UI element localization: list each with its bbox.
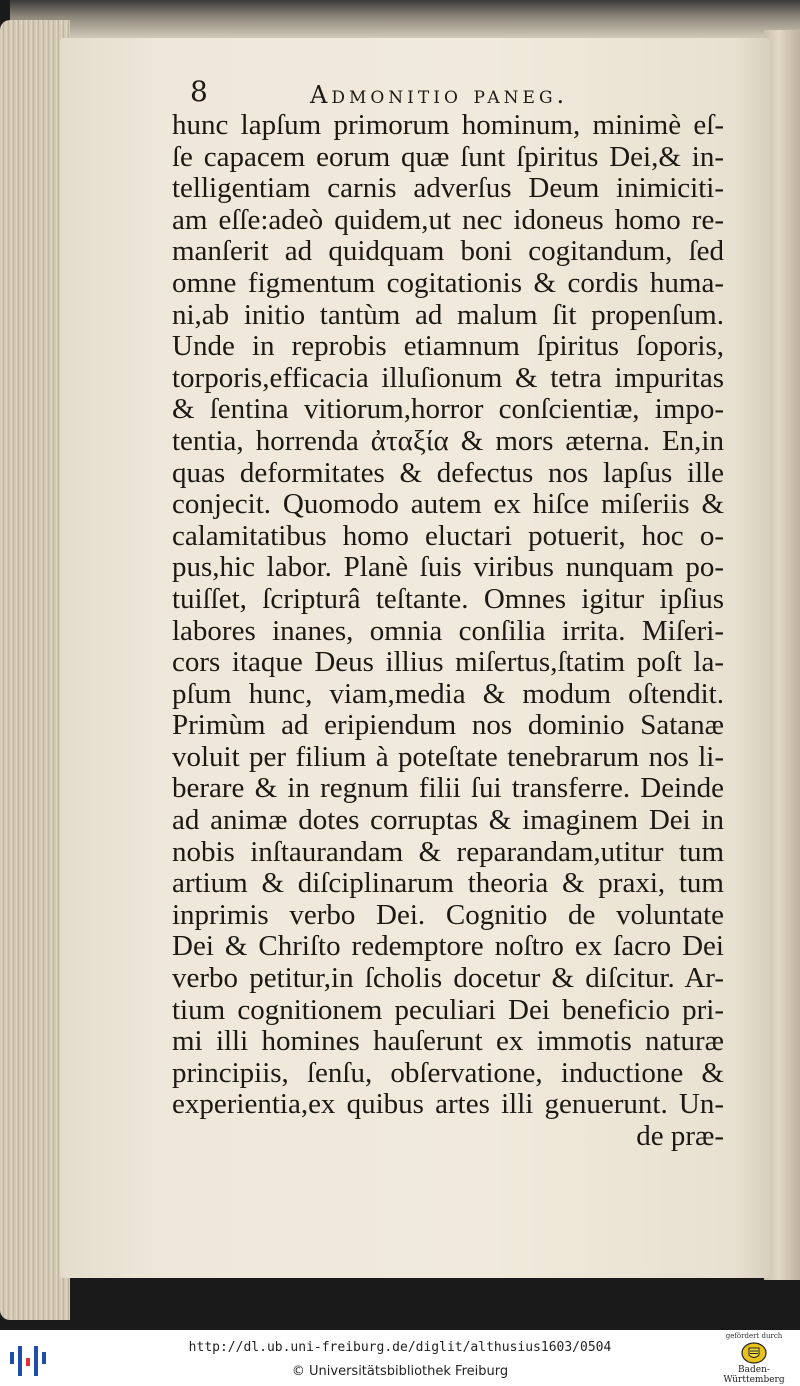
- text-line: Dei & Chriſto redemptore noſtro ex ſacro Dei: [172, 930, 724, 963]
- text-line: artium & diſciplinarum theoria & praxi, tum: [172, 867, 724, 900]
- text-line: tuiſſet, ſcripturâ teſtante. Omnes igitur ipſius: [172, 582, 724, 615]
- text-line: ſe capacem eorum quæ ſunt ſpiritus Dei,& in-: [172, 140, 724, 173]
- text-line: tium cognitionem peculiari Dei beneficio pri-: [172, 993, 724, 1026]
- text-line: mi illi homines hauſerunt ex immotis naturæ: [172, 1025, 724, 1058]
- text-line: am eſſe:adeò quidem,ut nec idoneus homo re-: [172, 203, 724, 236]
- text-line: Unde in reprobis etiamnum ſpiritus ſoporis,: [172, 330, 724, 363]
- state-seal-icon: [740, 1342, 768, 1364]
- text-line: ad animæ dotes corruptas & imaginem Dei in: [172, 804, 724, 837]
- text-line: hunc lapſum primorum hominum, minimè eſ-: [172, 109, 724, 141]
- text-line: cors itaque Deus illius miſertus,ſtatim poſt la-: [172, 646, 724, 679]
- text-line: torporis,efficacia illuſionum & tetra impuritas: [172, 361, 724, 394]
- funder-badge: [714, 1332, 794, 1386]
- text-line: labores inanes, omnia conſilia irrita. Miſeri-: [172, 614, 724, 647]
- running-title: Admonitio paneg.: [310, 81, 569, 109]
- page-number: 8: [190, 75, 208, 108]
- text-line: telligentiam carnis adverſus Deum inimiciti-: [172, 172, 724, 205]
- text-line: pſum hunc, viam,media & modum oſtendit.: [172, 677, 724, 710]
- text-line: manſerit ad quidquam boni cogitandum, ſed: [172, 235, 724, 268]
- text-line: principiis, ſenſu, obſervatione, inductione &: [172, 1056, 724, 1089]
- text-line: omne figmentum cogitationis & cordis huma-: [172, 266, 724, 299]
- text-line: ni,ab initio tantùm ad malum ſit propenſum.: [172, 298, 724, 331]
- text-line: nobis inſtaurandam & reparandam,utitur tum: [172, 835, 724, 868]
- copyright-notice: © Universitätsbibliothek Freiburg: [291, 1364, 509, 1379]
- text-line: experientia,ex quibus artes illi genuerunt. Un-: [172, 1088, 724, 1121]
- text-line: tentia, horrenda ἀταξία & mors æterna. En,in: [172, 424, 724, 457]
- text-line: pus,hic labor. Planè ſuis viribus nunquam po-: [172, 551, 724, 584]
- text-line: voluit per filium à poteſtate tenebrarum nos li-: [172, 740, 724, 773]
- text-line: conjecit. Quomodo autem ex hiſce miſeriis &: [172, 488, 724, 521]
- text-line: Primùm ad eripiendum nos dominio Satanæ: [172, 709, 724, 742]
- text-line: berare & in regnum filii ſui transferre. Deinde: [172, 772, 724, 805]
- viewer-footer: [0, 1330, 800, 1386]
- body-text: [172, 110, 724, 1153]
- catchword: de præ-: [636, 1120, 724, 1152]
- permalink-url[interactable]: http://dl.ub.uni-freiburg.de/diglit/althusius1603/0504: [188, 1340, 612, 1355]
- text-line: inprimis verbo Dei. Cognitio de voluntate: [172, 898, 724, 931]
- text-line: verbo petitur,in ſcholis docetur & diſcitur. Ar-: [172, 962, 724, 995]
- text-line: quas deformitates & defectus nos lapſus ille: [172, 456, 724, 489]
- book-top-edge: [10, 0, 800, 40]
- text-line: & ſentina vitiorum,horror conſcientiæ, impo-: [172, 393, 724, 426]
- funder-label: gefördert durch: [725, 1332, 783, 1340]
- text-line: calamitatibus homo eluctari potuerit, hoc o-: [172, 519, 724, 552]
- funder-name: Baden-Württemberg: [723, 1365, 785, 1385]
